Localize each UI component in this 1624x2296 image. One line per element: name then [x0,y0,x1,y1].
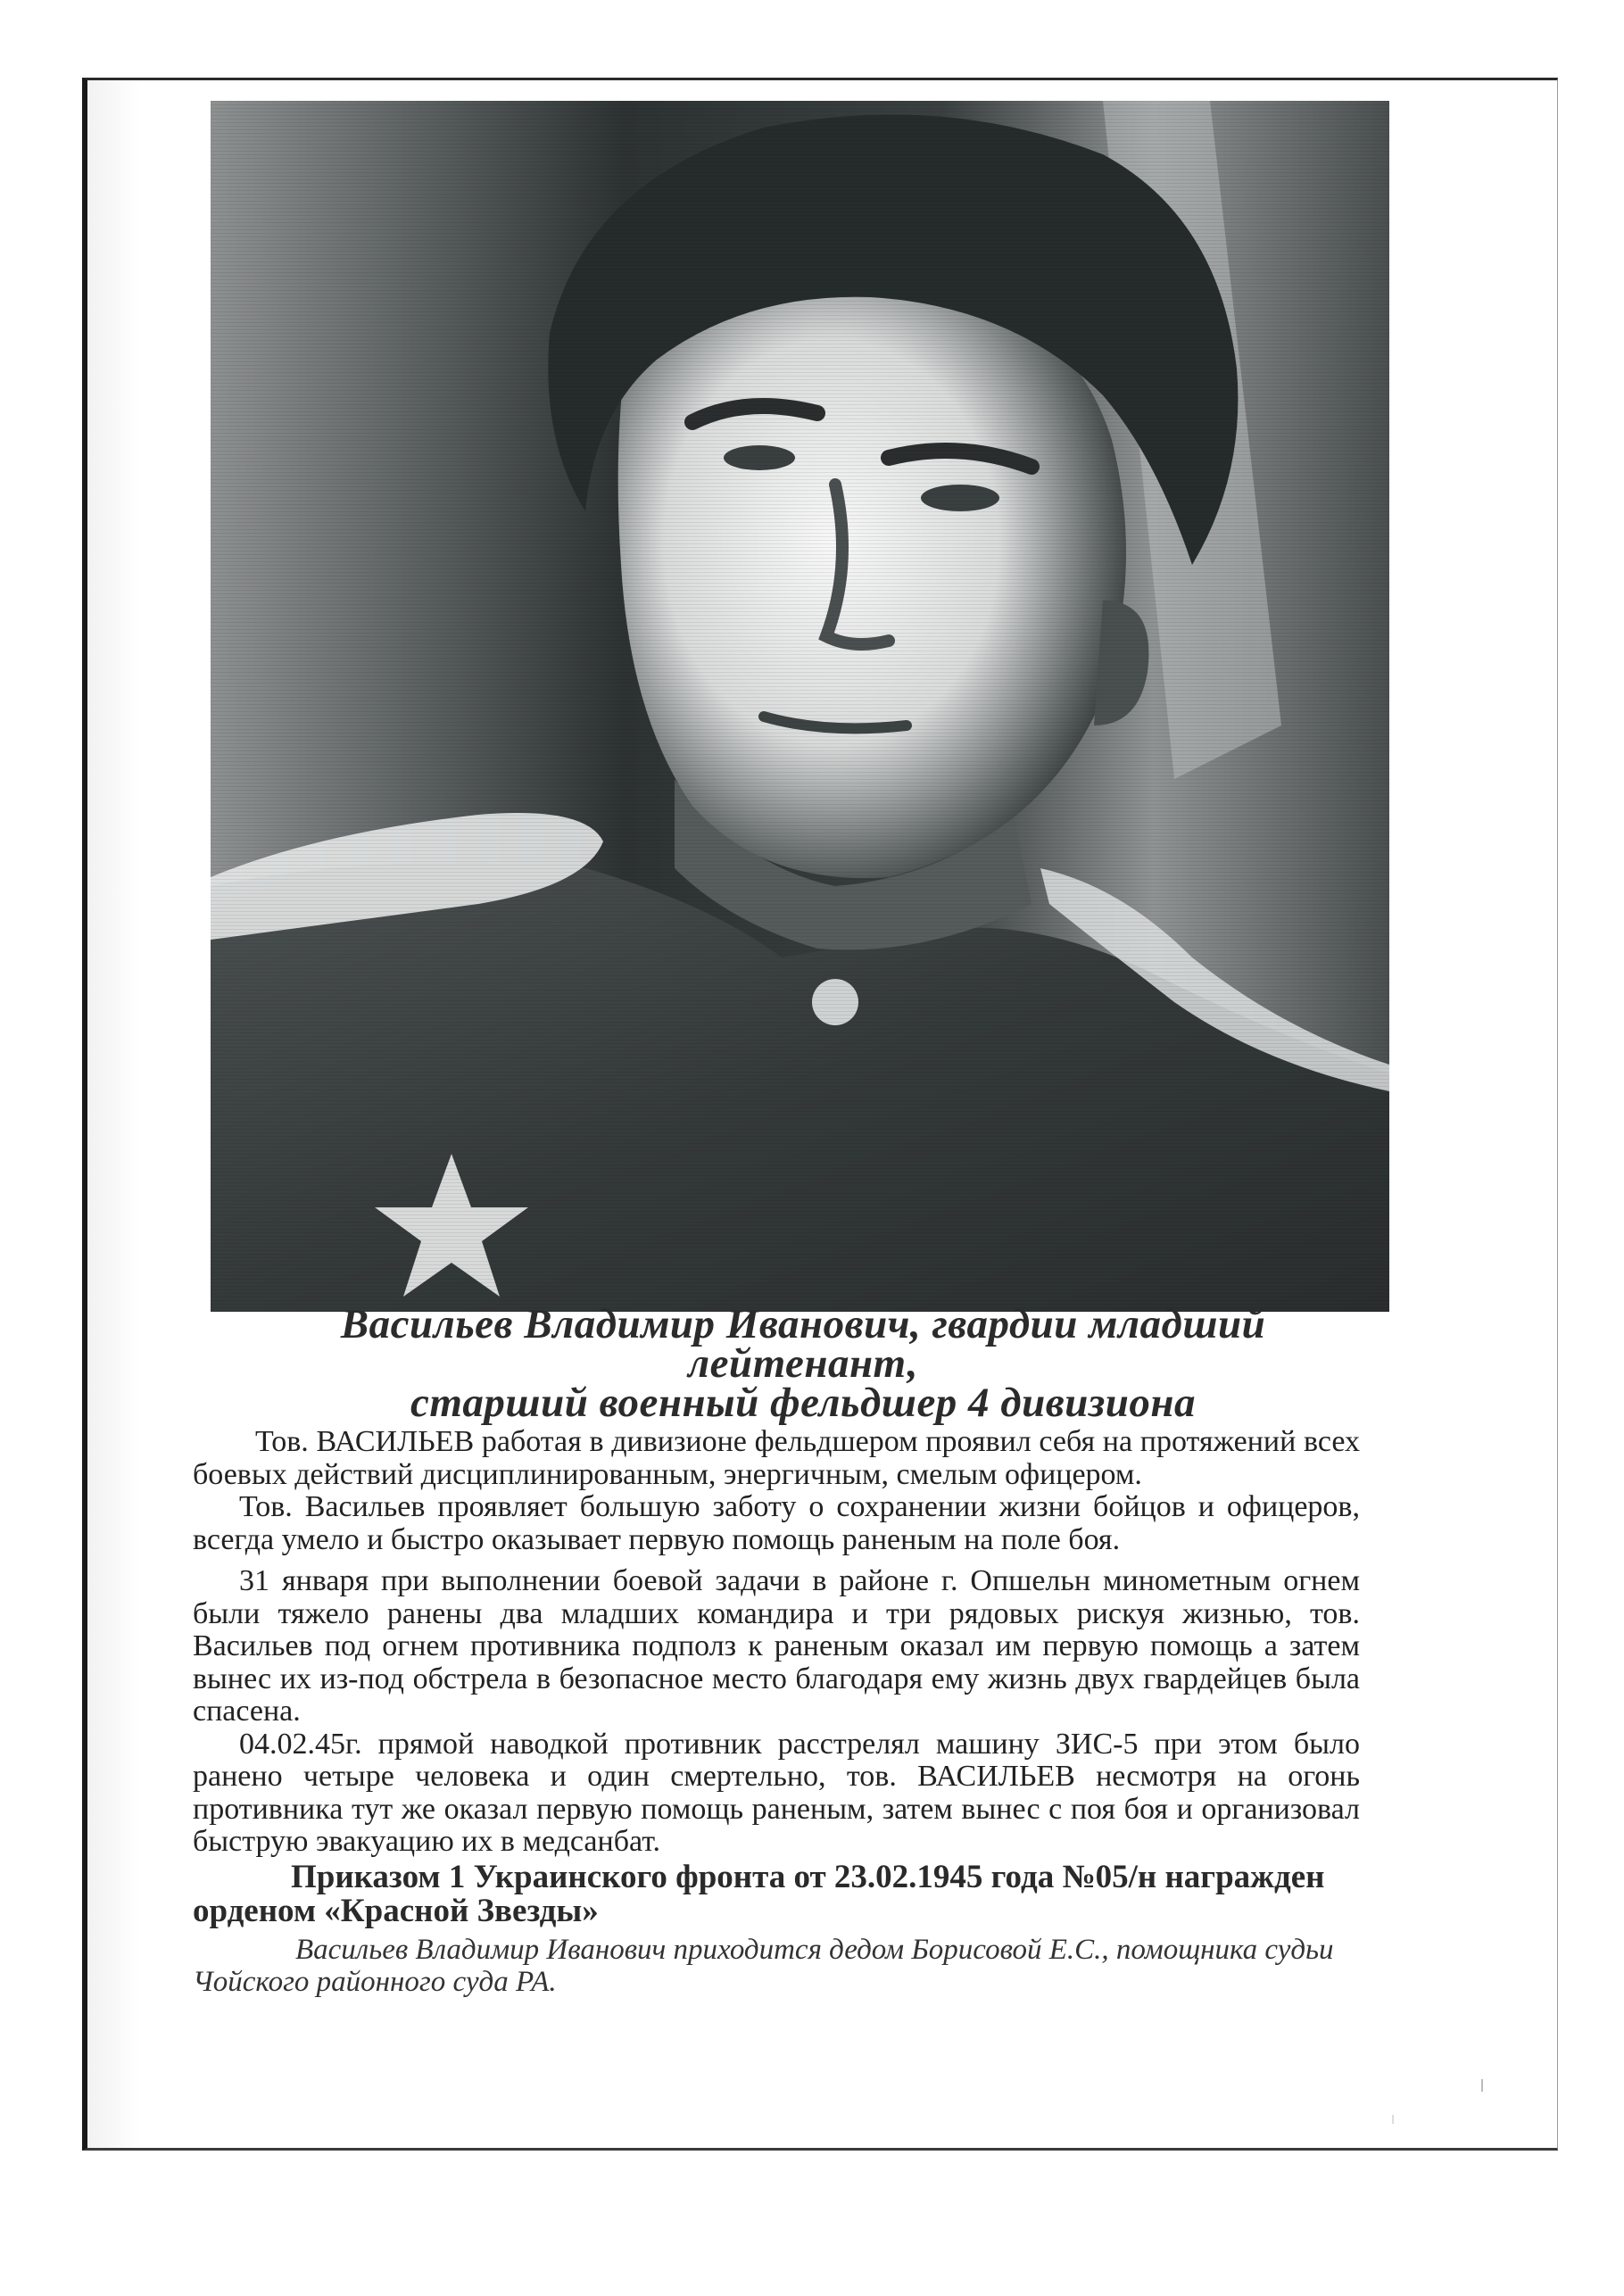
caption-name-rank: Васильев Владимир Иванович, гвардии младший [340,1301,1266,1347]
caption-rank-cont: лейтенант, [687,1340,919,1387]
paragraph: 31 января при выполнении боевой задачи в районе г. Опшельн минометным огнем были тяжело ранены два младших командира и три рядовых рискуя жизнью, тов. Васильев под огнем противника подполз к раненым оказал им первую помощь а затем вынес их из-под обстрела в безопасное место благодаря ему жизнь двух гвардейцев была спасена. [193,1564,1360,1728]
scan-artifact [1481,2079,1483,2092]
relation-note: Васильев Владимир Иванович приходится дедом Борисовой Е.С., помощника судьи Чойского районного суда РА. [193,1933,1334,1998]
portrait-caption [214,1301,1392,1426]
scan-artifact [1392,2115,1394,2124]
portrait-illustration [211,101,1389,1312]
citation-text [193,1426,1360,1998]
paragraph: Тов. Васильев проявляет большую заботу о сохранении жизни бойцов и офицеров, всегда умело и быстро оказывает первую помощь раненым на поле боя. [193,1490,1360,1556]
caption-position: старший военный фельдшер 4 дивизиона [410,1380,1196,1426]
award-statement: Приказом 1 Украинского фронта от 23.02.1945 года №05/н награжден орденом «Красной Звезды» [193,1858,1325,1929]
paragraph: 04.02.45г. прямой наводкой противник расстрелял машину ЗИС-5 при этом было ранено четыре человека и один смертельно, тов. ВАСИЛЬЕВ несмотря на огонь противника тут же оказал первую помощь раненым, затем вынес с поя боя и организовал быструю эвакуацию их в медсанбат. [193,1727,1360,1858]
paragraph: Тов. ВАСИЛЬЕВ работая в дивизионе фельдшером проявил себя на протяжений всех боевых действий дисциплинированным, энергичным, смелым офицером. [193,1425,1360,1491]
portrait-photo [211,101,1389,1312]
